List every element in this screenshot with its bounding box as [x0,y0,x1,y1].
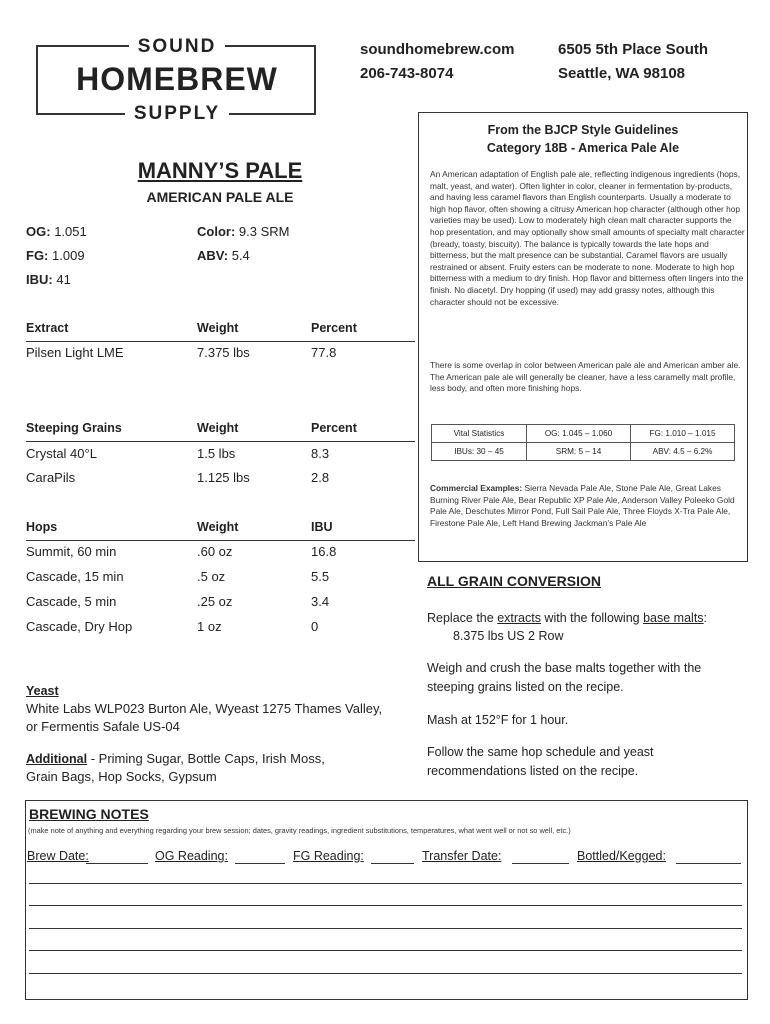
extract-divider [26,341,415,342]
bjcp-description: An American adaptation of English pale ale, reflecting indigenous ingredients (hops, malt, yeast, and water). Often lighter in color, cleaner in fermentation by-products, and having less caramel flavors than English counterparts. Usually a moderate to high hop flavor, often showing a citrusy American hop character (although other hop varieties may be used). Low to moderately high clean malt character supports the hop presentation, and may optionally show small amounts of specialty malt character (bready, toasty, biscuity). The balance is typically towards the late hops and bitterness, but the malt presence can be substantial. Caramel flavors are usually restrained or absent. Fruity esters can be moderate to none. Moderate to high hop bitterness with a medium to dry finish. Hop flavor and bitterness often lingers into the finish. No diacetyl. Dry hopping (if used) may add grassy notes, although this character should not be excessive. [430,169,745,307]
table-row: Cascade, Dry Hop [26,619,133,634]
phone: 206-743-8074 [360,65,454,82]
table-row: Cascade, 15 min [26,569,124,584]
fg-value: 1.009 [52,248,85,263]
vital-fg: FG: 1.010 – 1.015 [631,425,735,443]
abv-value: 5.4 [231,248,250,263]
recipe-style: AMERICAN PALE ALE [146,189,294,205]
base-malt-amount: 8.375 lbs US 2 Row [453,629,564,643]
bottled-kegged-label: Bottled/Kegged: [577,849,666,863]
logo-top-text: SOUND [129,36,226,57]
website: soundhomebrew.com [360,41,515,58]
table-row: .25 oz [197,594,233,609]
fg-label: FG: [26,248,49,263]
og-value: 1.051 [54,224,87,239]
steeping-weight-header: Weight [197,421,239,435]
og-label: OG: [26,224,51,239]
table-row: Cascade, 5 min [26,594,117,609]
extract-percent: 77.8 [311,345,337,360]
commercial-examples [430,483,745,529]
ibu-label: IBU: [26,272,53,287]
fg-reading-field[interactable] [371,863,414,864]
bottled-kegged-field[interactable] [676,863,741,864]
contact-right [558,38,708,86]
yeast-line1: White Labs WLP023 Burton Ale, Wyeast 1275 Thames Valley, [26,701,383,716]
steeping-header: Steeping Grains [26,421,122,435]
table-row: CaraPils [26,470,76,485]
vital-ibu: IBUs: 30 – 45 [432,443,527,461]
ibu-value: 41 [56,272,71,287]
table-row: 3.4 [311,594,330,609]
bjcp-box [418,112,748,562]
table-row: .5 oz [197,569,226,584]
replace-post: : [703,611,708,625]
table-row: 16.8 [311,544,337,559]
mash-instruction: Mash at 152°F for 1 hour. [427,713,569,727]
follow-instruction: Follow the same hop schedule and yeast recommendations listed on the recipe. [427,745,654,778]
notes-line[interactable] [29,973,742,974]
yeast-title: Yeast [26,684,59,698]
examples-label: Commercial Examples: [430,483,523,493]
steeping-divider [26,441,415,442]
table-row: Crystal 40°L [26,446,97,461]
vital-label: Vital Statistics [432,425,527,443]
hops-ibu-header: IBU [311,520,333,534]
additional-line2: Grain Bags, Hop Socks, Gypsum [26,769,217,784]
table-row: .60 oz [197,544,233,559]
vital-og: OG: 1.045 – 1.060 [527,425,631,443]
recipe-title: MANNY’S PALE [137,158,303,183]
additional-text: - Priming Sugar, Bottle Caps, Irish Moss, [87,751,325,766]
logo-main-text: HOMEBREW [76,61,278,97]
notes-subtitle: (make note of anything and everything regarding your brew session; dates, gravity readings, ingredient substitutions, temperatures, what went well or not so well, etc.) [28,826,571,835]
table-row: 2.8 [311,470,330,485]
vital-abv: ABV: 4.5 – 6.2% [631,443,735,461]
notes-line[interactable] [29,905,742,906]
vital-srm: SRM: 5 – 14 [527,443,631,461]
contact-left [360,38,514,86]
extract-name: Pilsen Light LME [26,345,124,360]
extract-weight: 7.375 lbs [197,345,250,360]
extract-header: Extract [26,321,69,335]
color-stat [197,224,289,239]
og-reading-field[interactable] [235,863,285,864]
transfer-date-label: Transfer Date: [422,849,502,863]
yeast-line2: or Fermentis Safale US-04 [26,719,180,734]
examples-text: Sierra Nevada Pale Ale, Stone Pale Ale, Great Lakes Burning River Pale Ale, Bear Republic XP Pale Ale, Anderson Valley Poleeko Gold Pale Ale, Deschutes Mirror Pond, Full Sail Pale Ale, Three Floyds X-Tra Pale Ale, Firestone Pale Ale, Left Hand Brewing Jackman’s Pale Ale [430,483,735,528]
weigh-instruction: Weigh and crush the base malts together with the steeping grains listed on the recipe. [427,661,702,694]
base-malts-term: base malts [643,611,704,625]
fg-stat [26,248,85,263]
address-line1: 6505 5th Place South [558,41,709,58]
fg-reading-label: FG Reading: [293,849,364,863]
address-line2: Seattle, WA 98108 [558,65,686,82]
vital-statistics-table [431,424,735,461]
extract-weight-header: Weight [197,321,239,335]
table-row: 1 oz [197,619,222,634]
replace-instruction [427,609,745,628]
hops-weight-header: Weight [197,520,239,534]
notes-title: BREWING NOTES [29,806,149,822]
abv-label: ABV: [197,248,229,263]
hops-header: Hops [26,520,58,534]
additional-line1 [26,749,325,769]
bjcp-overlap-note: There is some overlap in color between American pale ale and American amber ale. The American pale ale will generally be cleaner, have a less caramelly malt profile, less body, and often more finishing hops. [430,360,741,394]
og-reading-label: OG Reading: [155,849,228,863]
table-row: 0 [311,619,319,634]
table-row: Summit, 60 min [26,544,117,559]
notes-line[interactable] [29,950,742,951]
notes-line[interactable] [29,883,742,884]
brewing-notes-box [25,800,748,1000]
logo [36,37,318,123]
bjcp-heading2: Category 18B - America Pale Ale [486,141,680,155]
replace-pre: Replace the [427,611,498,625]
notes-line[interactable] [29,928,742,929]
color-value: 9.3 SRM [238,224,290,239]
hops-divider [26,540,415,541]
additional-title: Additional [26,752,88,766]
brew-date-field[interactable] [86,863,148,864]
logo-bottom-text: SUPPLY [125,103,229,124]
og-stat [26,224,87,239]
table-row: 1.125 lbs [197,470,250,485]
table-row: 1.5 lbs [197,446,236,461]
ibu-stat [26,272,71,287]
bjcp-heading1: From the BJCP Style Guidelines [487,123,679,137]
table-row: 8.3 [311,446,330,461]
table-row: 5.5 [311,569,330,584]
steeping-percent-header: Percent [311,421,357,435]
abv-stat [197,248,250,263]
extracts-term: extracts [497,611,541,625]
extract-percent-header: Percent [311,321,357,335]
transfer-date-field[interactable] [512,863,569,864]
brew-date-label: Brew Date: [27,849,89,863]
replace-mid: with the following [540,611,644,625]
all-grain-title: ALL GRAIN CONVERSION [427,573,601,589]
color-label: Color: [197,224,236,239]
